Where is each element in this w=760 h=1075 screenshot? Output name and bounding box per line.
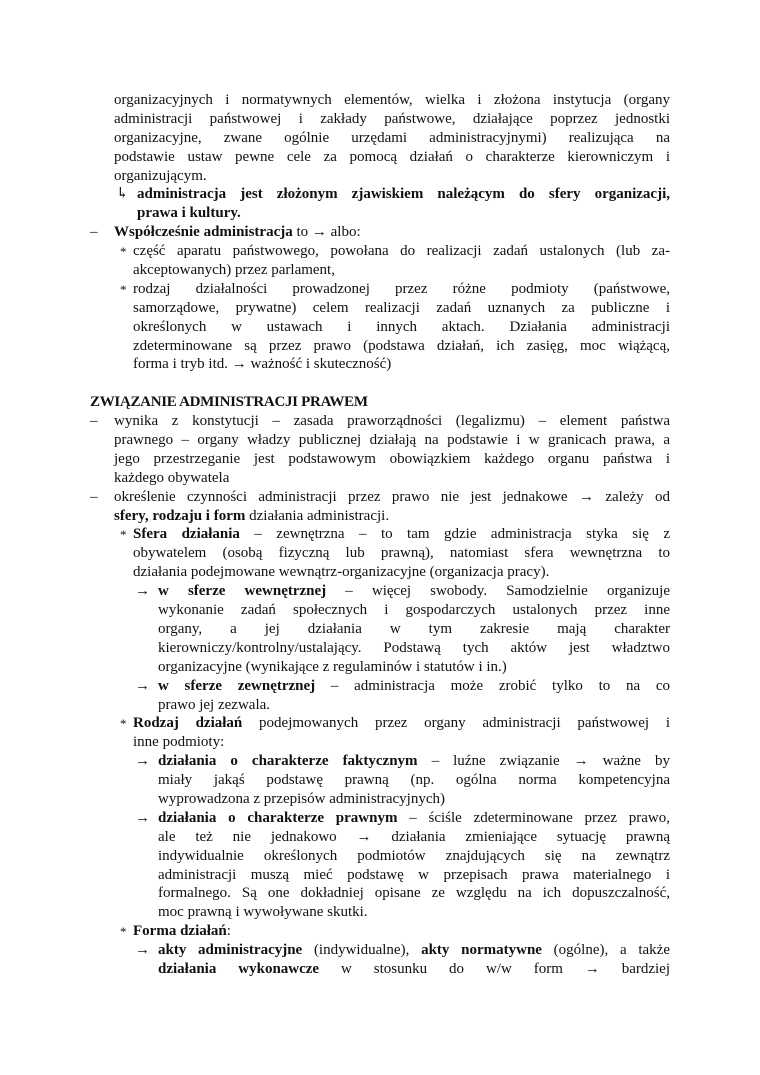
text-line: [0, 733, 760, 752]
line-text: [158, 696, 670, 715]
text-segment: – więcej swobody. Samodzielnie organizuje: [326, 583, 670, 600]
text-line: [0, 601, 760, 620]
text-line: [0, 355, 760, 374]
line-text: [133, 525, 670, 544]
dash-bullet-icon: –: [90, 488, 98, 505]
line-text: [158, 941, 670, 960]
text-line: [0, 752, 760, 771]
star-list-item: [0, 280, 760, 374]
text-segment: organizacyjne, zwane ogólnie urzędami administracyjnymi) realizująca na: [114, 129, 670, 146]
line-text: [158, 809, 670, 828]
line-text: [158, 790, 670, 809]
text-segment: część aparatu państwowego, powołana do realizacji zadań ustalonych (lub za-: [133, 243, 670, 260]
line-text: [158, 601, 670, 620]
text-segment: organy, a jej działania w tym zakresie mają charakter: [158, 620, 670, 637]
text-line: [0, 677, 760, 696]
text-segment: każdego obywatela: [114, 469, 230, 486]
line-text: [158, 752, 670, 771]
text-segment: formalnego. Są one dokładniej opisane ze względu na ich dopuszczalność,: [158, 885, 670, 902]
text-segment: :: [226, 923, 231, 940]
text-segment: podstawie ustaw pewne cele za pomocą działań o charakterze kierowniczym i: [114, 148, 670, 165]
text-line: [0, 242, 760, 261]
line-text: [133, 563, 670, 582]
text-line: [0, 299, 760, 318]
text-segment: organizującym.: [114, 167, 207, 184]
text-line: [0, 828, 760, 847]
text-segment: organizacyjnych i normatywnych elementów, wielka i złożona instytucja (organy: [114, 92, 670, 108]
bold-text: prawa i kultury.: [137, 205, 241, 222]
line-text: [133, 355, 670, 374]
bold-text: Współcześnie administracja: [114, 224, 293, 241]
line-text: [114, 488, 670, 507]
text-line: [0, 809, 760, 828]
line-text: [158, 960, 670, 979]
text-segment: ale też nie jednakowo → działania zmieniające sytuację prawną: [158, 828, 670, 845]
dash-bullet-icon: –: [90, 413, 98, 430]
star-bullet-icon: *: [120, 244, 127, 260]
bold-text: w sferze wewnętrznej: [158, 583, 327, 600]
star-bullet-icon: *: [120, 281, 127, 297]
text-line: [0, 393, 760, 412]
text-segment: rodzaj działalności prowadzonej przez różne podmioty (państwowe,: [133, 280, 670, 297]
line-text: [158, 639, 670, 658]
bold-text: administracja jest złożonym zjawiskiem należącym do sfery organizacji,: [137, 186, 670, 203]
document-page: [0, 91, 760, 979]
bold-text: akty normatywne: [421, 942, 542, 959]
bold-text: działania o charakterze prawnym: [158, 809, 398, 826]
text-line: [0, 469, 760, 488]
line-text: [90, 393, 670, 412]
line-text: [137, 185, 670, 204]
text-segment: forma i tryb itd. → ważność i skuteczność): [133, 356, 392, 373]
bold-text: Sfera działania: [133, 526, 240, 543]
text-line: [0, 148, 760, 167]
bold-text: działania o charakterze faktycznym: [158, 753, 418, 770]
text-line: [0, 337, 760, 356]
line-text: [158, 771, 670, 790]
text-line: [0, 941, 760, 960]
text-line: [0, 318, 760, 337]
text-line: [0, 922, 760, 941]
text-line: [0, 110, 760, 129]
text-segment: wykonanie zadań społecznych i gospodarczych ustalonych przez inne: [158, 602, 670, 619]
text-line: [0, 507, 760, 526]
arrow-list-item: [0, 941, 760, 979]
arrow-list-item: [0, 582, 760, 676]
arrow-bullet-icon: →: [135, 753, 150, 770]
line-text: [114, 469, 670, 488]
text-line: [0, 847, 760, 866]
text-line: [0, 866, 760, 885]
line-text: [158, 620, 670, 639]
line-text: [133, 733, 670, 752]
text-line: [0, 280, 760, 299]
star-bullet-icon: *: [120, 527, 127, 543]
star-list-item: [0, 242, 760, 280]
star-list-item: [0, 922, 760, 941]
line-text: [114, 223, 670, 242]
arrow-list-item: [0, 752, 760, 809]
line-text: [114, 167, 670, 186]
text-segment: prawnego – organy władzy publicznej działają na podstawie i w granicach prawa, a: [114, 432, 670, 449]
line-text: [133, 337, 670, 356]
text-segment: ZWIĄZANIE ADMINISTRACJI PRAWEM: [90, 394, 368, 411]
text-line: [0, 563, 760, 582]
text-segment: samorządowe, prywatne) celem realizacji zadań uznanych za publiczne i: [133, 299, 670, 316]
text-segment: organizacyjne (wynikające z regulaminów i statutów i in.): [158, 658, 507, 675]
text-segment: kierowniczy/kontrolny/ustalający. Podstawą tych aktów jest władztwo: [158, 639, 670, 656]
arrow-bullet-icon: →: [135, 809, 150, 826]
dash-list-item: [0, 412, 760, 488]
dash-bullet-icon: –: [90, 224, 98, 241]
text-line: [0, 771, 760, 790]
line-text: [133, 261, 670, 280]
text-line: [0, 714, 760, 733]
text-line: [0, 450, 760, 469]
dash-list-item: [0, 223, 760, 242]
line-text: [114, 450, 670, 469]
text-segment: – administracja może zrobić tylko to na co: [315, 677, 670, 694]
star-bullet-icon: *: [120, 716, 127, 732]
line-text: [114, 148, 670, 167]
hand-arrow-icon: ↳: [116, 186, 129, 203]
arrow-list-item: [0, 677, 760, 715]
line-text: [158, 828, 670, 847]
line-text: [114, 431, 670, 450]
bold-text: sfery, rodzaju i form: [114, 507, 246, 524]
text-segment: administracji państwowej i zakłady państwowe, działające poprzez jednostki: [114, 110, 670, 127]
line-text: [133, 544, 670, 563]
bold-text: akty administracyjne: [158, 942, 303, 959]
line-text: [158, 903, 670, 922]
text-segment: wynika z konstytucji – zasada praworządności (legalizmu) – element państwa: [114, 413, 670, 430]
text-line: [0, 261, 760, 280]
text-line: [0, 658, 760, 677]
line-text: [114, 91, 670, 110]
text-line: [0, 167, 760, 186]
line-text: [133, 299, 670, 318]
text-line: [0, 185, 760, 204]
text-segment: podejmowanych przez organy administracji państwowej i: [242, 715, 670, 732]
text-segment: działania podejmowane wewnątrz-organizacyjne (organizacja pracy).: [133, 564, 550, 581]
line-text: [133, 922, 670, 941]
text-line: [0, 91, 760, 110]
bold-text: Forma działań: [133, 923, 227, 940]
text-segment: wyprowadzona z przepisów administracyjnych): [158, 790, 445, 807]
text-segment: – ściśle zdeterminowane przez prawo,: [397, 809, 670, 826]
text-segment: inne podmioty:: [133, 734, 225, 751]
text-line: [0, 790, 760, 809]
text-segment: określenie czynności administracji przez prawo nie jest jednakowe → zależy od: [114, 488, 670, 505]
text-segment: zdeterminowane są przez prawo (podstawa działań, ich zasięg, moc wiążącą,: [133, 337, 670, 354]
spacer: [0, 374, 760, 393]
bold-text: Rodzaj działań: [133, 715, 243, 732]
text-segment: obywatelem (osobą fizyczną lub prawną), natomiast sfera wewnętrzna to: [133, 545, 670, 562]
text-line: [0, 544, 760, 563]
text-line: [0, 129, 760, 148]
text-segment: – luźne związanie → ważne by: [417, 753, 670, 770]
text-segment: działania administracji.: [245, 507, 390, 524]
line-text: [133, 280, 670, 299]
dash-list-item: [0, 488, 760, 526]
text-line: [0, 412, 760, 431]
line-text: [133, 242, 670, 261]
section-heading: [0, 393, 760, 412]
arrow-bullet-icon: →: [135, 677, 150, 694]
line-text: [133, 714, 670, 733]
conclusion-item: [0, 185, 760, 223]
text-line: [0, 431, 760, 450]
text-segment: jego przestrzeganie jest podstawowym obowiązkiem każdego organu państwa i: [114, 450, 670, 467]
text-line: [0, 639, 760, 658]
text-line: [0, 960, 760, 979]
star-list-item: [0, 525, 760, 582]
text-segment: w stosunku do w/w form → bardziej: [319, 960, 671, 977]
arrow-bullet-icon: →: [135, 583, 150, 600]
line-text: [158, 866, 670, 885]
star-list-item: [0, 714, 760, 752]
line-text: [133, 318, 670, 337]
text-segment: to → albo:: [292, 224, 361, 241]
line-text: [114, 507, 670, 526]
arrow-bullet-icon: →: [135, 942, 150, 959]
text-line: [0, 620, 760, 639]
paragraph: [0, 91, 760, 185]
text-segment: (indywidualne),: [302, 942, 422, 959]
text-segment: moc prawną i wywoływane skutki.: [158, 904, 368, 921]
text-line: [0, 582, 760, 601]
line-text: [158, 677, 670, 696]
text-line: [0, 525, 760, 544]
line-text: [158, 847, 670, 866]
text-line: [0, 223, 760, 242]
text-segment: administracji muszą mieć podstawę w przepisach prawa materialnego i: [158, 866, 670, 883]
text-line: [0, 696, 760, 715]
bold-text: w sferze zewnętrznej: [158, 677, 316, 694]
text-segment: określonych w ustawach i innych aktach. Działania administracji: [133, 318, 670, 335]
text-segment: indywidualnie określonych podmiotów znajdujących się na zewnątrz: [158, 847, 670, 864]
text-line: [0, 884, 760, 903]
star-bullet-icon: *: [120, 924, 127, 940]
text-segment: akceptowanych) przez parlament,: [133, 262, 335, 279]
line-text: [114, 129, 670, 148]
text-line: [0, 488, 760, 507]
text-line: [0, 204, 760, 223]
text-segment: miały jakąś podstawę prawną (np. ogólna norma kompetencyjna: [158, 772, 670, 789]
line-text: [158, 884, 670, 903]
line-text: [137, 204, 670, 223]
arrow-list-item: [0, 809, 760, 922]
line-text: [158, 658, 670, 677]
line-text: [158, 582, 670, 601]
text-line: [0, 903, 760, 922]
bold-text: działania wykonawcze: [158, 960, 320, 977]
text-segment: prawo jej zezwala.: [158, 696, 271, 713]
line-text: [114, 110, 670, 129]
line-text: [114, 412, 670, 431]
text-segment: – zewnętrzna – to tam gdzie administracja styka się z: [239, 526, 670, 543]
text-segment: (ogólne), a także: [541, 942, 670, 959]
